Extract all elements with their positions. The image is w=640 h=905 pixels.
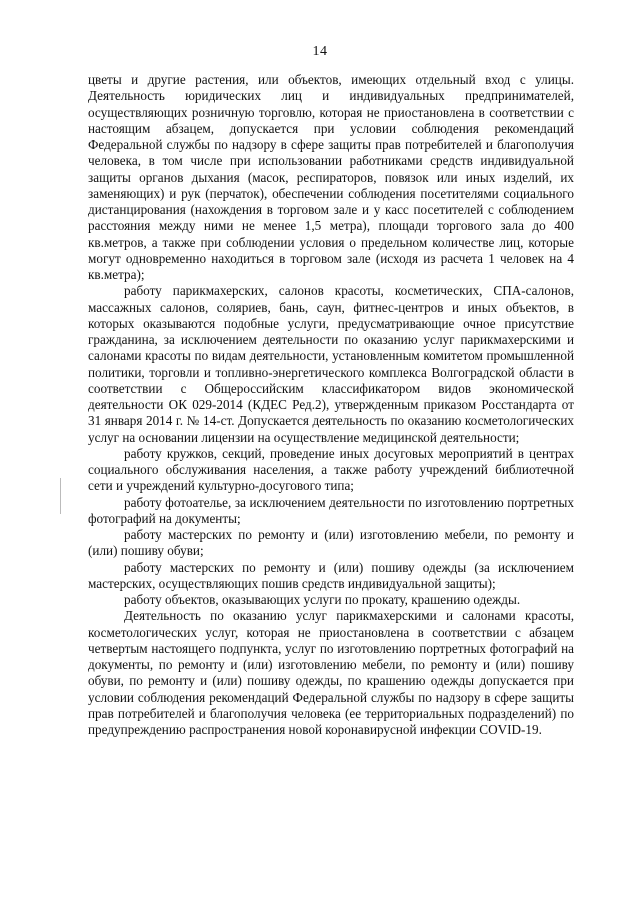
page-number: 14: [312, 44, 328, 59]
paragraph-retail-conditions: цветы и другие растения, или объектов, имеющих отдельный вход с улицы. Деятельность юридических лиц и индивидуальных предпринимателей, осуществляющих розничную торговлю, которая не приостановлена в соответствии с настоящим абзацем, допускается при условии соблюдения рекомендаций Федеральной службы по надзору в сфере защиты прав потребителей и благополучия человека, в том числе при использовании работниками средств индивидуальной защиты органов дыхания (масок, респираторов, повязок или иных изделий, их заменяющих) и рук (перчаток), обеспечении соблюдения посетителями социального дистанцирования (нахождения в торговом зале и у касс посетителей с соблюдением расстояния между ними не менее 1,5 метра), площади торгового зала до 400 кв.метров, а также при соблюдении условия о предельном количестве лиц, которые могут одновременно находиться в торговом зале (исходя из расчета 1 человек на 4 кв.метра);: [88, 72, 574, 282]
paragraph-beauty-salons: работу парикмахерских, салонов красоты, косметических, СПА-салонов, массажных салонов, соляриев, бань, саун, фитнес-центров и иных объектов, в которых оказываются подобные услуги, предусматривающие очное присутствие гражданина, за исключением деятельности по оказанию услуг парикмахерскими и салонами красоты по видам деятельности, установленным комитетом промышленной политики, торговли и топливно-энергетического комплекса Волгоградской области в соответствии с Общероссийским классификатором видов экономической деятельности ОК 029-2014 (КДЕС Ред.2), утвержденным приказом Росстандарта от 31 января 2014 г. № 14-ст. Допускается деятельность по оказанию косметологических услуг на основании лицензии на осуществление медицинской деятельности;: [88, 283, 574, 445]
paragraph-photo-studios: работу фотоателье, за исключением деятельности по изготовлению портретных фотографий на документы;: [88, 494, 574, 526]
paragraph-service-conditions: Деятельность по оказанию услуг парикмахерскими и салонами красоты, косметологических услуг, которая не приостановлена в соответствии с абзацем четвертым настоящего подпункта, услуг по изготовлению портретных фотографий на документы, по ремонту и (или) изготовлению мебели, по ремонту и (или) пошиву обуви, по ремонту и (или) пошиву одежды, по крашению одежды допускается при условии соблюдения рекомендаций Федеральной службы по надзору в сфере защиты прав потребителей и благополучия человека (ее территориальных подразделений) по предупреждению распространения новой коронавирусной инфекции COVID-19.: [88, 608, 574, 737]
paragraph-leisure-clubs: работу кружков, секций, проведение иных досуговых мероприятий в центрах социального обслуживания населения, а также работу учреждений библиотечной сети и учреждений культурно-досугового типа;: [88, 445, 574, 494]
paragraph-clothing-repair: работу мастерских по ремонту и (или) пошиву одежды (за исключением мастерских, осуществляющих пошив средств индивидуальной защиты);: [88, 559, 574, 591]
paragraph-rental-dyeing: работу объектов, оказывающих услуги по прокату, крашению одежды.: [124, 592, 521, 607]
document-body: [88, 72, 574, 738]
margin-scan-mark: [60, 478, 61, 514]
paragraph-furniture-shoe-repair: работу мастерских по ремонту и (или) изготовлению мебели, по ремонту и (или) пошиву обуви;: [88, 527, 574, 559]
